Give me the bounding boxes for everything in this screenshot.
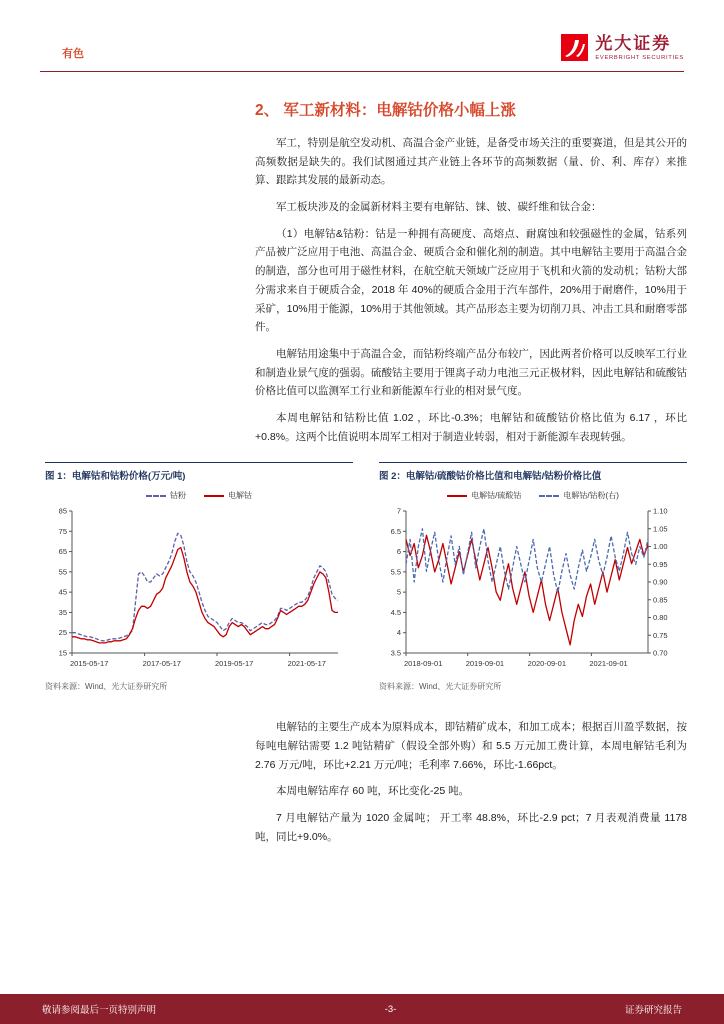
brand-text — [595, 35, 684, 61]
legend-label: 电解钴/钴粉(右) — [563, 491, 619, 501]
svg-text:0.80: 0.80 — [653, 613, 668, 623]
svg-text:45: 45 — [58, 587, 67, 597]
brand-name-cn: 光大证券 — [595, 33, 672, 53]
paragraph: 本周电解钴库存 60 吨，环比变化-25 吨。 — [276, 785, 470, 798]
svg-text:6: 6 — [396, 547, 401, 557]
legend-label: 电解钴 — [228, 491, 252, 501]
svg-text:2018-09-01: 2018-09-01 — [404, 659, 443, 669]
solid-line-legend-icon — [447, 495, 467, 497]
svg-text:2021-05-17: 2021-05-17 — [287, 659, 326, 669]
figure1-line-chart — [45, 503, 350, 671]
svg-text:1.00: 1.00 — [653, 542, 668, 552]
svg-text:0.70: 0.70 — [653, 648, 668, 658]
page-number: -3- — [384, 1003, 397, 1015]
svg-text:1.10: 1.10 — [653, 506, 668, 516]
svg-text:4.5: 4.5 — [390, 608, 401, 618]
svg-text:6.5: 6.5 — [390, 527, 401, 537]
paragraph: 电解钴的主要生产成本为原料成本，即钴精矿成本，和加工成本；根据百川盈孚数据，按每吨电解钴需要 1.2 吨钴精矿（假设全部外购）和 5.5 万元加工费计算，本周电解钴毛利为 2.76 万元/吨，环比+2.21 万元/吨；毛利率 7.66%，环比-1.66pct。 — [255, 721, 687, 771]
svg-text:2020-09-01: 2020-09-01 — [527, 659, 567, 669]
svg-text:2021-09-01: 2021-09-01 — [589, 659, 628, 669]
svg-text:5.5: 5.5 — [390, 567, 401, 577]
dashed-line-legend-icon — [539, 495, 559, 497]
figure2-line-chart — [379, 503, 684, 671]
section-title: 2、 军工新材料：电解钴价格小幅上涨 — [255, 102, 516, 119]
svg-text:0.75: 0.75 — [653, 631, 668, 641]
paragraph: 电解钴用途集中于高温合金，而钴粉终端产品分布较广，因此两者价格可以反映军工行业和制造业景气度的强弱。硫酸钴主要用于锂离子动力电池三元正极材料，因此电解钴和硫酸钴价格比值可以监测军工行业和新能源车行业的相对景气度。 — [255, 347, 687, 398]
svg-text:0.90: 0.90 — [653, 577, 668, 587]
svg-text:75: 75 — [58, 527, 67, 537]
svg-text:55: 55 — [58, 567, 67, 577]
svg-text:2019-05-17: 2019-05-17 — [214, 659, 254, 669]
everbright-logo-icon — [561, 34, 588, 61]
footer-disclaimer: 敬请参阅最后一页特别声明 — [42, 1005, 157, 1016]
svg-text:5: 5 — [396, 587, 401, 597]
paragraph: （1）电解钴&钴粉：钴是一种拥有高硬度、高熔点、耐腐蚀和较强磁性的金属，钴系列产品被广泛应用于电池、高温合金、硬质合金和催化剂的制造。其中电解钴主要用于高温合金的制造，部分也可用于磁性材料，在航空航天领域广泛应用于飞机和火箭的发动机；钴粉大部分需求来自于硬质合金，2018 年 40%的硬质合金用于汽车部件，20%用于耐磨件，10%用于采矿，10%用于能源，10%用于其他领域。其产品形态主要为切削刀具、冲击工具和耐磨零部件。 — [255, 227, 687, 334]
svg-text:1.05: 1.05 — [653, 524, 668, 534]
page-footer — [0, 994, 724, 1024]
legend-label: 钴粉 — [170, 491, 186, 501]
svg-text:0.85: 0.85 — [653, 595, 668, 605]
paragraph: 军工板块涉及的金属新材料主要有电解钴、铼、铍、碳纤维和钛合金： — [276, 201, 602, 214]
legend-item — [146, 490, 186, 501]
legend-item — [539, 490, 619, 501]
figure-2 — [379, 462, 687, 692]
svg-text:65: 65 — [58, 547, 67, 557]
figures-row — [45, 462, 687, 692]
figure1-legend — [45, 490, 353, 501]
svg-text:85: 85 — [58, 506, 67, 516]
svg-text:0.95: 0.95 — [653, 560, 668, 570]
figure-1 — [45, 462, 353, 692]
figure2-legend — [379, 490, 687, 501]
report-body — [0, 72, 724, 994]
svg-text:15: 15 — [58, 648, 67, 658]
footer-report-type: 证券研究报告 — [624, 1005, 682, 1016]
brand-logo — [561, 34, 684, 61]
dashed-line-legend-icon — [146, 495, 166, 497]
brand-name-en: EVERBRIGHT SECURITIES — [595, 54, 684, 61]
svg-text:4: 4 — [396, 628, 401, 638]
intro-paragraphs — [255, 134, 687, 446]
legend-item — [204, 490, 252, 501]
svg-text:2019-09-01: 2019-09-01 — [465, 659, 505, 669]
legend-label: 电解钴/硫酸钴 — [471, 491, 522, 501]
paragraph: 军工，特别是航空发动机、高温合金产业链，是备受市场关注的重要赛道，但是其公开的高频数据是缺失的。我们试图通过其产业链上各环节的高频数据（量、价、利、库存）来推算、跟踪其发展的最新动态。 — [255, 137, 687, 187]
figure1-caption: 图 1：电解钴和钴粉价格(万元/吨) — [45, 462, 353, 484]
paragraph: 7 月电解钴产量为 1020 金属吨； 开工率 48.8%，环比-2.9 pct；7 月表观消费量 1178 吨，同比+9.0%。 — [255, 812, 687, 843]
analysis-paragraphs — [255, 718, 687, 846]
legend-item — [447, 490, 521, 501]
svg-text:3.5: 3.5 — [390, 648, 401, 658]
svg-text:2017-05-17: 2017-05-17 — [142, 659, 181, 669]
svg-text:35: 35 — [58, 608, 67, 618]
svg-text:2015-05-17: 2015-05-17 — [70, 659, 109, 669]
page-header — [0, 0, 724, 67]
figure1-source: 资料来源：Wind、光大证券研究所 — [45, 682, 168, 692]
svg-text:25: 25 — [58, 628, 67, 638]
solid-line-legend-icon — [204, 495, 224, 497]
figure2-source: 资料来源：Wind、光大证券研究所 — [379, 682, 502, 692]
report-category: 有色 — [62, 48, 84, 60]
paragraph: 本周电解钴和钴粉比值 1.02 ，环比-0.3%；电解钴和硫酸钴价格比值为 6.17 ，环比+0.8%。这两个比值说明本周军工相对于制造业转弱，相对于新能源车表现转强。 — [255, 411, 687, 443]
svg-text:7: 7 — [396, 506, 401, 516]
figure2-caption: 图 2：电解钴/硫酸钴价格比值和电解钴/钴粉价格比值 — [379, 462, 687, 484]
